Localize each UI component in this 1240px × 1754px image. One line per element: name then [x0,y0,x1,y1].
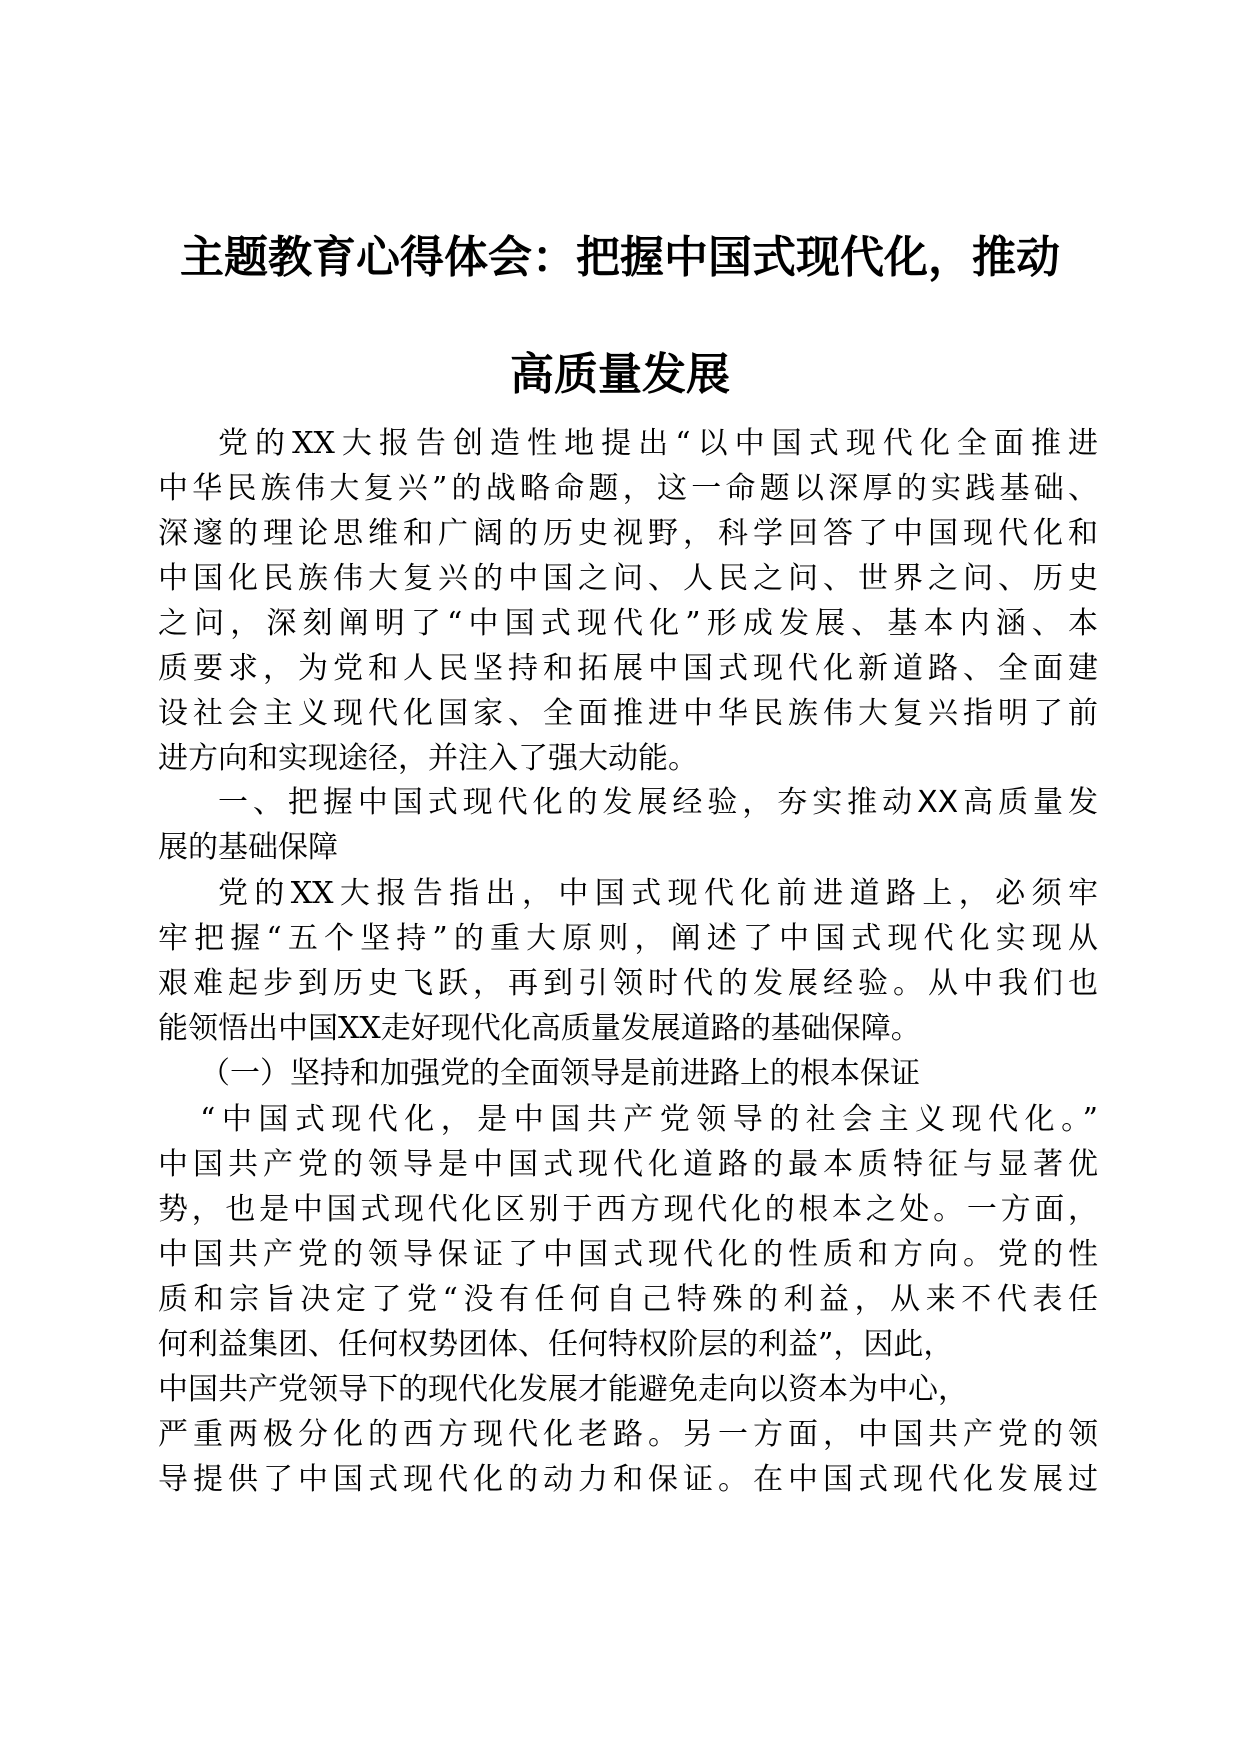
paragraph-3-line: 严重两极分化的西方现代化老路。另一方面，中国共产党的领 [158,1417,1098,1452]
paragraph-2-line: 牢把握“五个坚持”的重大原则，阐述了中国式现代化实现从 [158,921,1098,956]
paragraph-2-line: 艰难起步到历史飞跃，再到引领时代的发展经验。从中我们也 [158,966,1098,1001]
paragraph-2-line: 党的XX大报告指出，中国式现代化前进道路上，必须牢 [218,876,1098,911]
paragraph-3-line: 势，也是中国式现代化区别于西方现代化的根本之处。一方面， [158,1192,1098,1227]
paragraph-3-line: 何利益集团、任何权势团体、任何特权阶层的利益”，因此， [158,1327,954,1362]
paragraph-1-line: 党的XX大报告创造性地提出“以中国式现代化全面推进 [218,426,1098,461]
paragraph-1-line: 设社会主义现代化国家、全面推进中华民族伟大复兴指明了前 [158,696,1098,731]
paragraph-1-line: 中华民族伟大复兴”的战略命题，这一命题以深厚的实践基础、 [158,471,1098,506]
paragraph-1-line: 质要求，为党和人民坚持和拓展中国式现代化新道路、全面建 [158,651,1098,686]
subsection-heading: （一）坚持和加强党的全面领导是前进路上的根本保证 [200,1056,920,1091]
section-heading-1-line: 展的基础保障 [158,830,338,865]
paragraph-1-line: 中国化民族伟大复兴的中国之问、人民之问、世界之问、历史 [158,561,1098,596]
paragraph-3-line: 中国共产党的领导是中国式现代化道路的最本质特征与显著优 [158,1147,1098,1182]
paragraph-1-line: 之问，深刻阐明了“中国式现代化”形成发展、基本内涵、本 [158,606,1098,641]
paragraph-3-line: 中国共产党的领导保证了中国式现代化的性质和方向。党的性 [158,1237,1098,1272]
paragraph-1-line: 进方向和实现途径，并注入了强大动能。 [158,741,698,776]
paragraph-2-line: 能领悟出中国XX走好现代化高质量发展道路的基础保障。 [158,1011,921,1046]
document-title-line-1: 主题教育心得体会：把握中国式现代化，推动 [180,232,1060,283]
paragraph-3-line: 中国共产党领导下的现代化发展才能避免走向以资本为中心， [158,1372,968,1407]
paragraph-3-line: 质和宗旨决定了党“没有任何自己特殊的利益，从来不代表任 [158,1282,1098,1317]
paragraph-3-line: 导提供了中国式现代化的动力和保证。在中国式现代化发展过 [158,1462,1098,1497]
paragraph-3-line: “中国式现代化，是中国共产党领导的社会主义现代化。” [200,1102,1098,1137]
document-title-line-2: 高质量发展 [510,349,730,400]
paragraph-1-line: 深邃的理论思维和广阔的历史视野，科学回答了中国现代化和 [158,516,1098,551]
section-heading-1-line: 一、把握中国式现代化的发展经验，夯实推动XX高质量发 [218,785,1098,820]
